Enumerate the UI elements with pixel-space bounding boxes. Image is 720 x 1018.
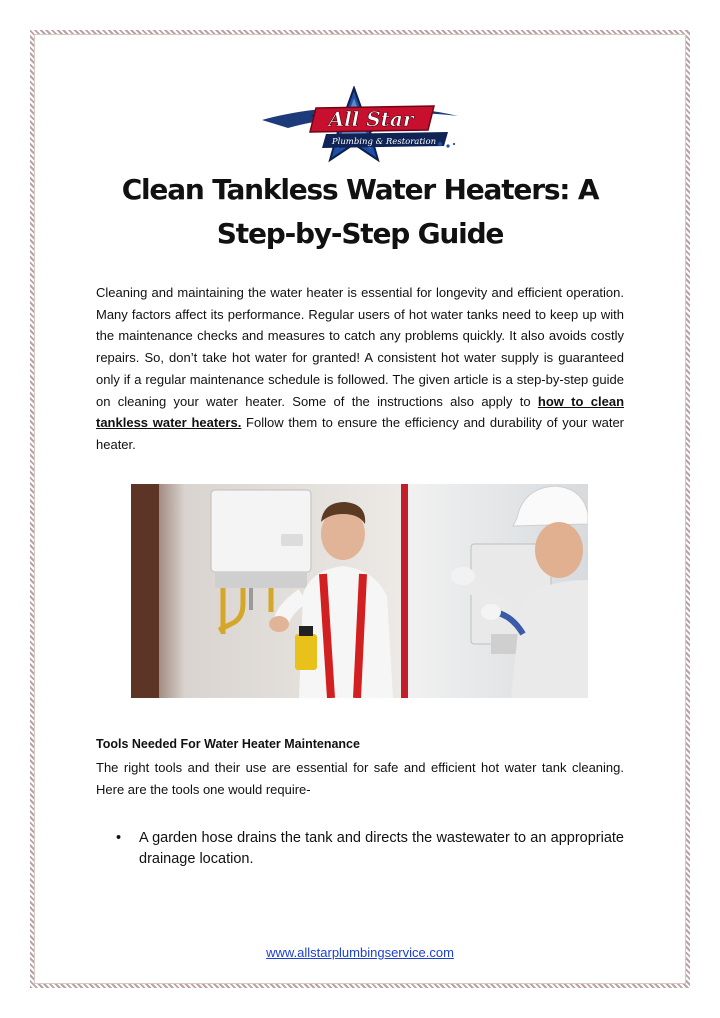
- list-item: [96, 828, 624, 870]
- tankless-cleaning-link[interactable]: how to clean tankless water heaters.: [96, 393, 625, 431]
- logo-brand-text: All Star: [328, 107, 414, 131]
- logo-tagline-text: Plumbing & Restoration: [331, 137, 437, 147]
- bullet-icon: •: [116, 830, 122, 846]
- intro-text-before: Cleaning and maintaining the water heater is essential for longevity and efficient operation. Many factors affect its performance. Regular users of hot water tanks need to keep up with the maintenance checks and measures to catch any problems quickly. It also avoids costly repairs. So, don’t take hot water for granted! A consistent hot water supply is guaranteed only if a regular maintenance schedule is followed. The given article is a step-by-step guide on cleaning your water heater. Some of the instructions also apply to: [96, 285, 624, 409]
- page-title: Clean Tankless Water Heaters: A Step-by-Step Guide: [121, 173, 599, 250]
- tools-heading: Tools Needed For Water Heater Maintenance: [96, 737, 360, 751]
- bullet-text: A garden hose drains the tank and directs the wastewater to an appropriate drainage location.: [139, 830, 624, 867]
- plumbers-photo: [131, 484, 588, 698]
- footer-website-link[interactable]: www.allstarplumbingservice.com: [266, 945, 454, 960]
- intro-text-after: Follow them to ensure the efficiency and durability of your water heater.: [96, 415, 625, 452]
- all-star-logo: [258, 86, 462, 166]
- intro-paragraph: [96, 282, 624, 456]
- tools-paragraph: The right tools and their use are essential for safe and efficient hot water tank cleaning. Here are the tools one would require-: [96, 760, 624, 797]
